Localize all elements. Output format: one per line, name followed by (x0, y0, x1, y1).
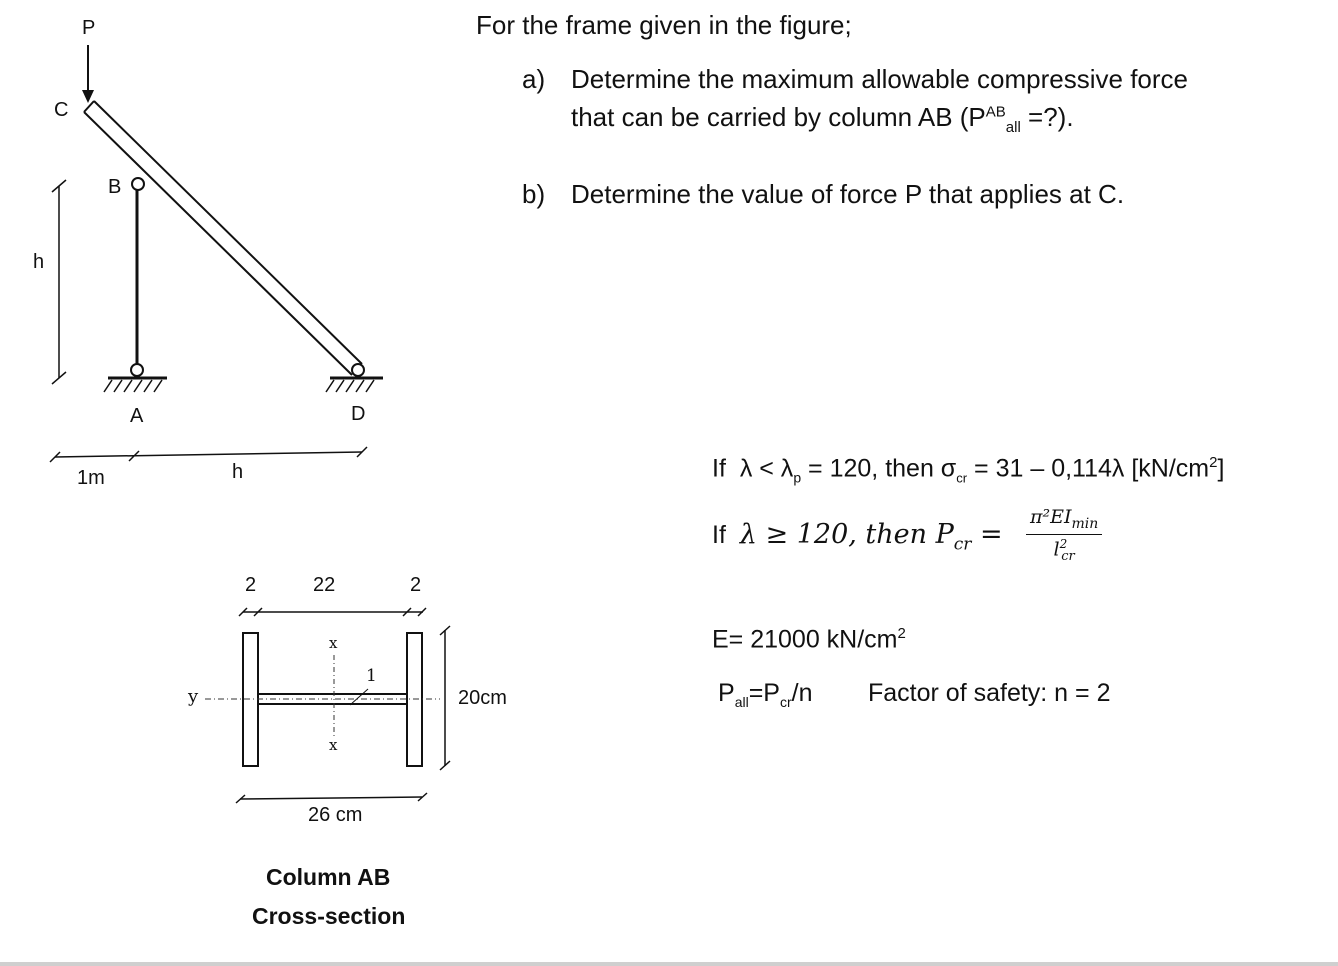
web (258, 694, 407, 704)
formula-condition-1: If $\lambda < \lambda_p = 120$, then $\sigma_{cr} = 31 - 0,114\lambda$ $[kN/cm^2]$ (712, 454, 1225, 486)
part-b-text: Determine the value of force P that applies at C. (571, 179, 1125, 209)
bottom-rule (0, 962, 1338, 966)
label-dim-1m: 1m (77, 467, 105, 489)
factor-of-safety: Factor of safety: n = 2 (868, 679, 1111, 707)
label-axis-x-top: x (329, 634, 338, 652)
label-web-t: 1 (366, 666, 377, 686)
label-h-vertical: h (33, 251, 45, 273)
label-c: C (54, 99, 69, 121)
label-b: B (108, 176, 122, 198)
label-axis-y: y (188, 686, 199, 707)
caption-line2: Cross-section (252, 903, 406, 929)
formula-condition-2: If λ ≥ 120, then $P_{cr}$ = (712, 519, 1003, 555)
part-a-label: a) (522, 64, 546, 94)
hinge-d (352, 364, 364, 376)
dim-vertical-h (52, 180, 66, 384)
part-a-line2: that can be carried by column AB ($P^{AB}_{all}$ =?). (571, 102, 1074, 137)
part-b-label: b) (522, 179, 546, 209)
label-flange-w1: 2 (245, 574, 257, 596)
hinge-b (132, 178, 144, 190)
member-cd (84, 101, 362, 375)
formula-pall: $P_{all}=P_{cr}/n$ (718, 679, 813, 710)
label-dim-h: h (232, 461, 244, 483)
support-a (104, 378, 167, 392)
formula-fraction: $\pi^2EI_{min}$ $l^2_{cr}$ (1026, 506, 1102, 564)
label-a: A (130, 405, 144, 427)
label-d: D (351, 403, 366, 425)
caption-line1: Column AB (266, 864, 391, 890)
dim-horizontal (50, 447, 367, 462)
label-height: 20cm (458, 687, 507, 709)
i-section (205, 608, 450, 803)
label-width: 26 cm (308, 804, 363, 826)
part-a-line1: Determine the maximum allowable compressive force (571, 64, 1189, 94)
hinge-a (131, 364, 143, 376)
label-flange-w2: 2 (410, 574, 422, 596)
problem-intro: For the frame given in the figure; (476, 10, 852, 40)
support-d (326, 378, 383, 392)
label-web-w: 22 (313, 574, 336, 596)
formula-modulus: E= 21000 $kN/cm^2$ (712, 625, 906, 654)
label-p: P (82, 17, 96, 39)
label-axis-x-bottom: x (329, 736, 338, 754)
